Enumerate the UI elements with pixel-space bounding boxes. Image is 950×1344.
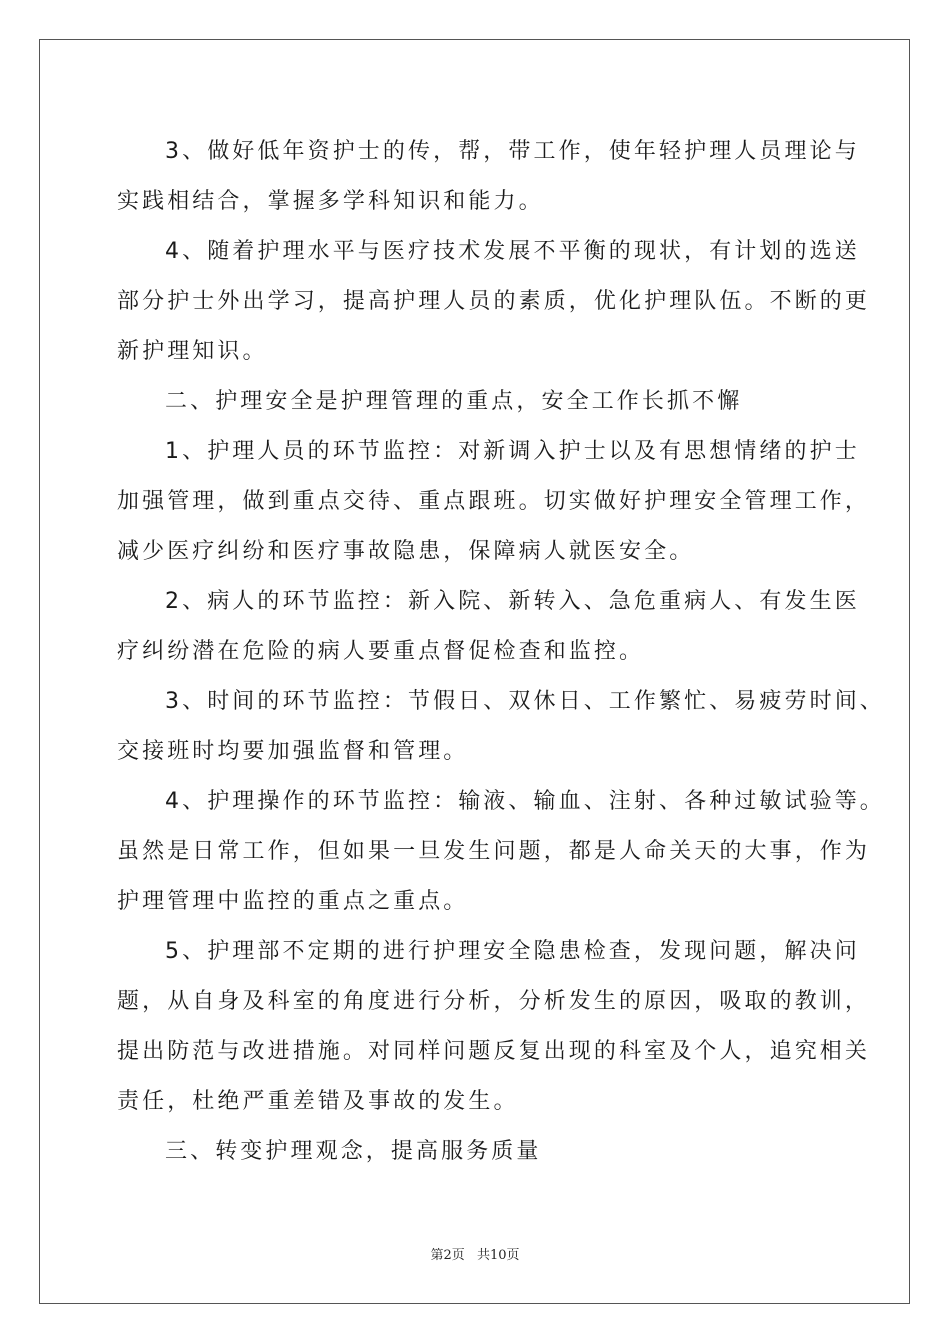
text-line: 实践相结合，掌握多学科知识和能力。: [117, 189, 544, 214]
text-line: 3、做好低年资护士的传，帮，带工作，使年轻护理人员理论与: [165, 139, 860, 164]
text-line: 加强管理，做到重点交待、重点跟班。切实做好护理安全管理工作，: [117, 489, 871, 514]
text-line: 1、护理人员的环节监控：对新调入护士以及有思想情绪的护士: [165, 439, 860, 464]
page-footer: [0, 1244, 950, 1263]
page-number: 第2页: [430, 1248, 465, 1263]
text-line: 新护理知识。: [117, 339, 268, 364]
section-heading: [117, 377, 837, 427]
text-line: 虽然是日常工作，但如果一旦发生问题，都是人命关天的大事，作为: [117, 839, 871, 864]
text-line: 责任，杜绝严重差错及事故的发生。: [117, 1089, 519, 1114]
text-line: 4、随着护理水平与医疗技术发展不平衡的现状，有计划的选送: [165, 239, 860, 264]
paragraph: [117, 427, 871, 577]
text-line: 5、护理部不定期的进行护理安全隐患检查，发现问题，解决问: [165, 939, 860, 964]
section-heading: [117, 1127, 837, 1177]
text-line: 4、护理操作的环节监控：输液、输血、注射、各种过敏试验等。: [165, 789, 885, 814]
text-line: 交接班时均要加强监督和管理。: [117, 739, 469, 764]
text-line: 部分护士外出学习，提高护理人员的素质，优化护理队伍。不断的更: [117, 289, 871, 314]
text-line: 2、病人的环节监控：新入院、新转入、急危重病人、有发生医: [165, 589, 860, 614]
text-line: 提出防范与改进措施。对同样问题反复出现的科室及个人，追究相关: [117, 1039, 871, 1064]
document-body: [117, 127, 885, 1177]
paragraph: [117, 927, 871, 1127]
text-line: 减少医疗纠纷和医疗事故隐患，保障病人就医安全。: [117, 539, 695, 564]
paragraph: [117, 127, 860, 227]
text-line: 二、护理安全是护理管理的重点，安全工作长抓不懈: [165, 389, 743, 414]
page-total: 共10页: [476, 1248, 520, 1263]
text-line: 疗纠纷潜在危险的病人要重点督促检查和监控。: [117, 639, 645, 664]
text-line: 3、时间的环节监控：节假日、双休日、工作繁忙、易疲劳时间、: [165, 689, 885, 714]
paragraph: [117, 577, 860, 677]
text-line: 题，从自身及科室的角度进行分析，分析发生的原因，吸取的教训，: [117, 989, 871, 1014]
text-line: 三、转变护理观念，提高服务质量: [165, 1139, 542, 1164]
paragraph: [117, 777, 885, 927]
paragraph: [117, 227, 871, 377]
paragraph: [117, 677, 885, 777]
text-line: 护理管理中监控的重点之重点。: [117, 889, 469, 914]
